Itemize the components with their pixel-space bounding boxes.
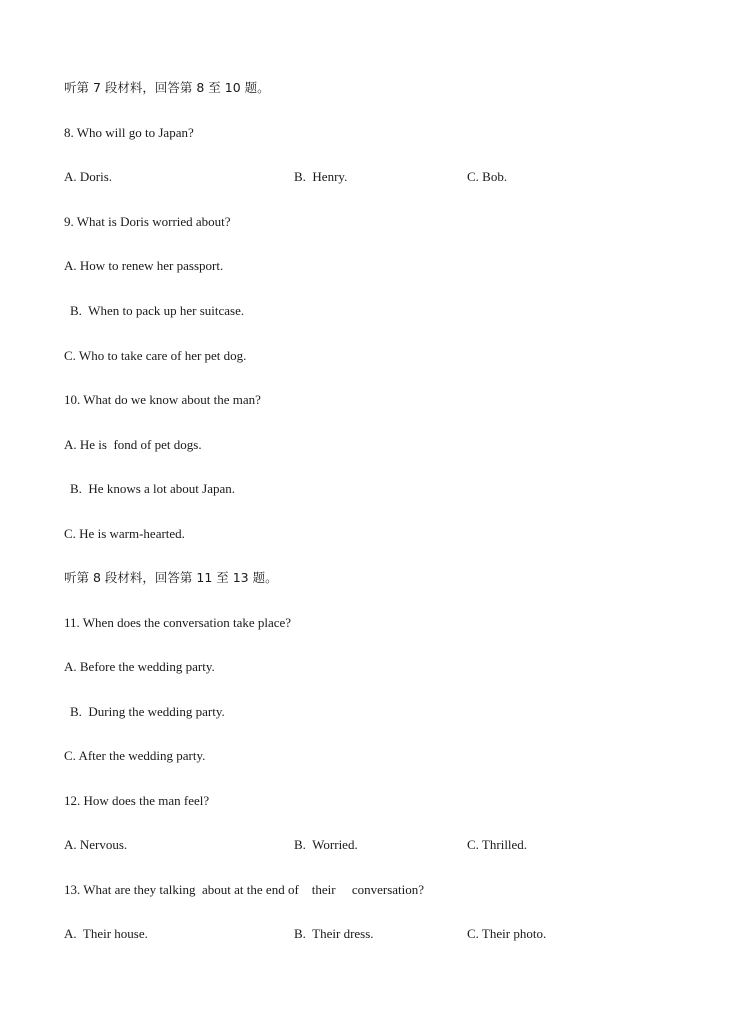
question-13-option-a: A. Their house. (64, 926, 148, 941)
question-11-option-a: A. Before the wedding party. (64, 659, 215, 674)
question-9-option-c: C. Who to take care of her pet dog. (64, 348, 247, 363)
question-8-option-b: B. Henry. (294, 169, 348, 184)
question-10-option-b: B. He knows a lot about Japan. (70, 481, 236, 496)
section-8-heading: 听第 8 段材料，回答第 11 至 13 题。 (64, 570, 278, 585)
question-10-option-a: A. He is fond of pet dogs. (64, 437, 202, 452)
question-12: 12. How does the man feel? (64, 793, 210, 808)
question-10: 10. What do we know about the man? (64, 392, 261, 407)
question-8-option-c: C. Bob. (467, 169, 508, 184)
question-13-option-c: C. Their photo. (467, 926, 547, 941)
question-8: 8. Who will go to Japan? (64, 125, 194, 140)
question-11-option-b: B. During the wedding party. (70, 704, 225, 719)
question-9-option-b: B. When to pack up her suitcase. (70, 303, 245, 318)
question-12-option-a: A. Nervous. (64, 837, 128, 852)
question-11: 11. When does the conversation take place? (64, 615, 292, 630)
section-7-heading: 听第 7 段材料，回答第 8 至 10 题。 (64, 80, 270, 95)
question-13-option-b: B. Their dress. (294, 926, 374, 941)
question-9-option-a: A. How to renew her passport. (64, 258, 224, 273)
question-9: 9. What is Doris worried about? (64, 214, 231, 229)
question-13: 13. What are they talking about at the end of their conversation? (64, 882, 425, 897)
question-12-option-c: C. Thrilled. (467, 837, 528, 852)
question-11-option-c: C. After the wedding party. (64, 748, 206, 763)
question-10-option-c: C. He is warm-hearted. (64, 526, 185, 541)
question-12-option-b: B. Worried. (294, 837, 358, 852)
question-8-option-a: A. Doris. (64, 169, 113, 184)
